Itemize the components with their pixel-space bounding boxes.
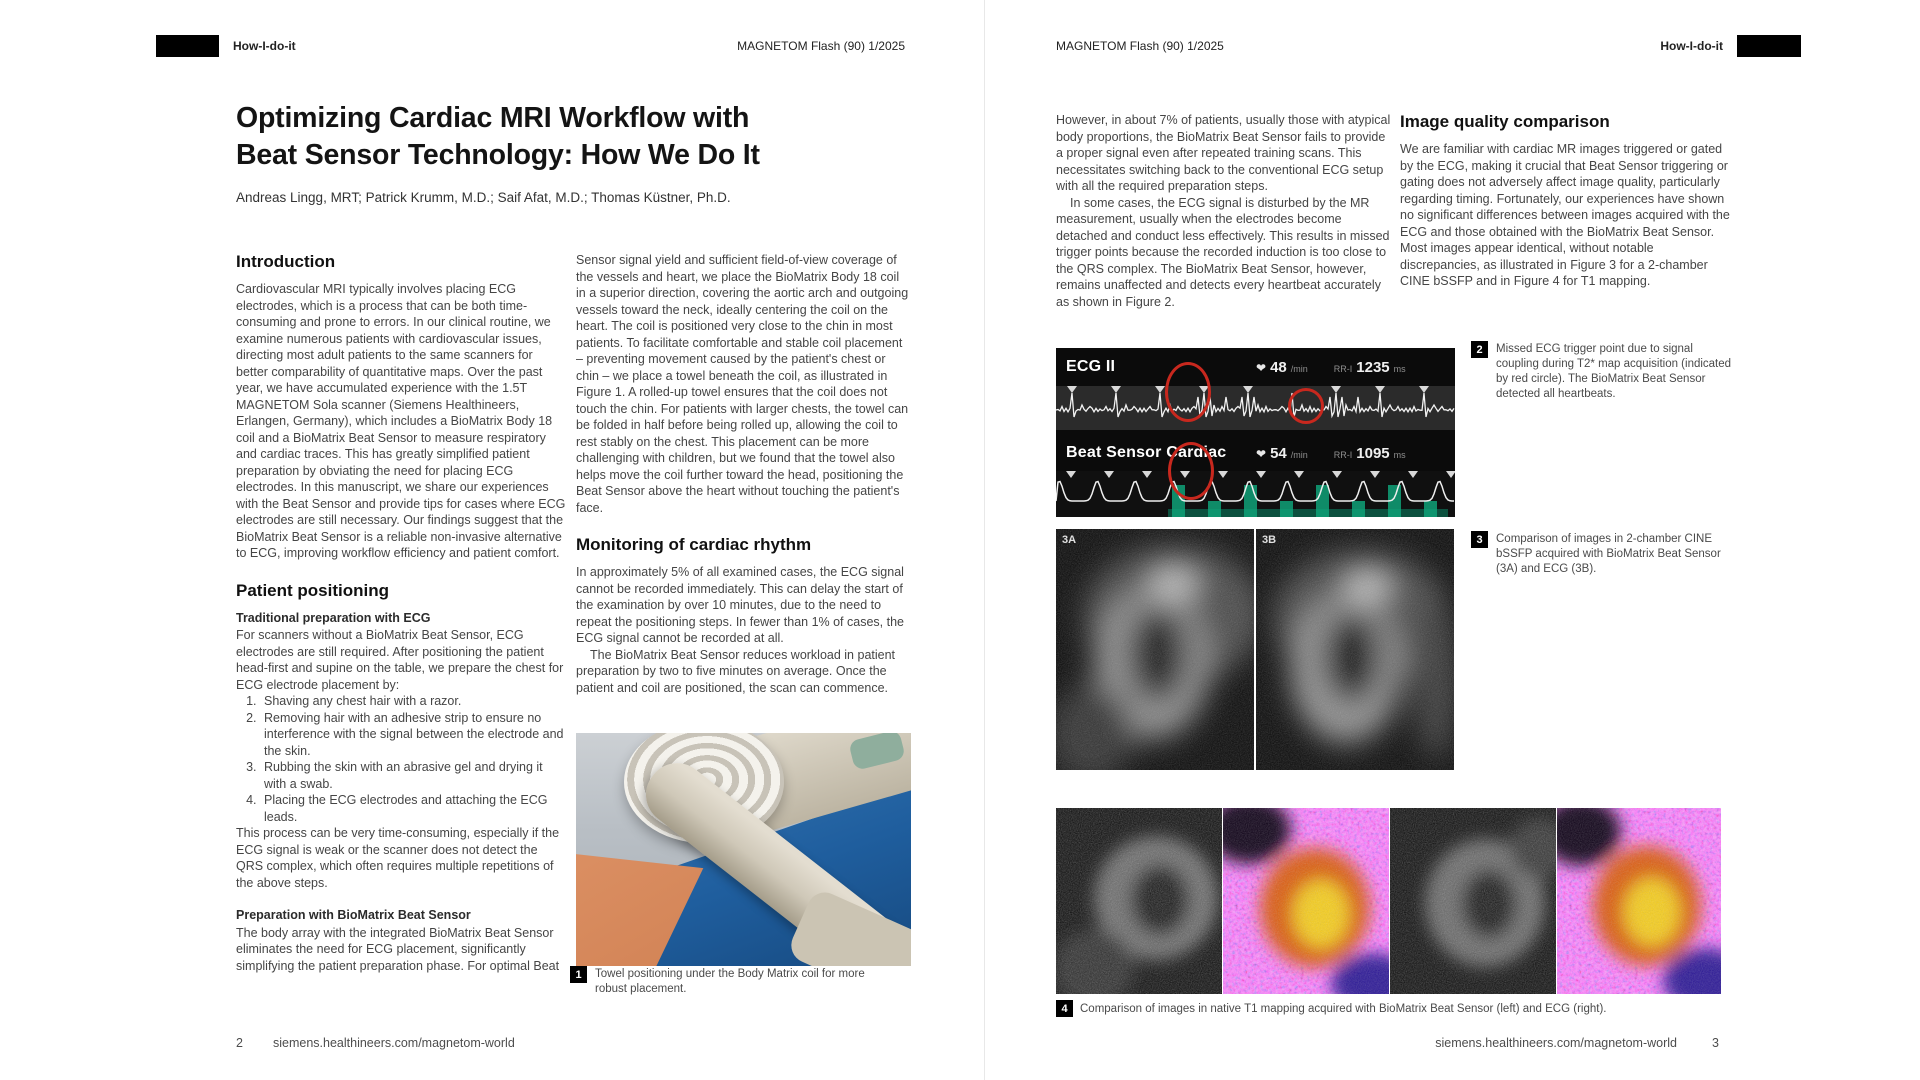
t1-gray-image-right <box>1390 808 1556 994</box>
footer-url-left: siemens.healthineers.com/magnetom-world <box>273 1036 515 1050</box>
right-paragraph-1: However, in about 7% of patients, usually those with atypical body proportions, the BioMatrix Beat Sensor fails to provide a proper signal even after repeated training scans. This necessitates switching back to the conventional ECG setup with all the required preparation steps. <box>1056 113 1391 193</box>
section-tag-box-left <box>156 35 219 57</box>
step-item: 1. Shaving any chest hair with a razor. <box>260 693 568 710</box>
step-item: 4. Placing the ECG electrodes and attaching the ECG leads. <box>260 792 568 825</box>
ecg-bpm-value: 48 <box>1270 358 1287 376</box>
step-item: 3. Rubbing the skin with an abrasive gel and drying it with a swab. <box>260 759 568 792</box>
ecg-stats <box>1256 359 1406 376</box>
section-label-right: How-I-do-it <box>1660 39 1723 53</box>
journal-label-right: MAGNETOM Flash (90) 1/2025 <box>1056 39 1224 53</box>
right-paragraph-2: In some cases, the ECG signal is disturbed by the MR measurement, usually when the electrodes become detached and conduct less effectively. This results in missed trigger points because the recorded induction is too close to the QRS complex. The BioMatrix Beat Sensor, however, remains unaffected and detects every heartbeat accurately as shown in Figure 2. <box>1056 195 1390 309</box>
figure2-ecg-monitor <box>1056 348 1455 512</box>
positioning-paragraph-3: The body array with the integrated BioMatrix Beat Sensor eliminates the need for ECG placement, significantly simplifying the patient preparation phase. For optimal Beat <box>236 925 560 973</box>
article-title <box>236 100 760 174</box>
intro-paragraph: Cardiovascular MRI typically involves placing ECG electrodes, which is a process that can be both time-consuming and prone to errors. In our clinical routine, we examine numerous patients with cardiovascular issues, directing most adult patients to the same scanners for better comparability of quantitative maps. Over the past year, we have accumulated experience with the 1.5T MAGNETOM Sola scanner (Siemens Healthineers, Erlangen, Germany), which includes a BioMatrix Body 18 coil and a BioMatrix Beat Sensor to measure respiratory and cardiac traces. This has greatly simplified patient preparation by obviating the need for placing ECG electrodes. In this manuscript, we share our experiences with the Beat Sensor and provide tips for cases where ECG electrodes are still necessary. Our findings suggest that the BioMatrix Beat Sensor is a reliable non-invasive alternative to ECG, improving workflow efficiency and patient comfort. <box>236 282 566 560</box>
title-line-1: Optimizing Cardiac MRI Workflow with <box>236 102 750 134</box>
positioning-paragraph-1: For scanners without a BioMatrix Beat Sensor, ECG electrodes are still required. After positioning the patient head-first and supine on the table, we prepare the chest for ECG electrode placement by: <box>236 628 564 692</box>
beat-bpm-unit: /min <box>1290 449 1308 460</box>
ecg-bpm-unit: /min <box>1290 363 1308 374</box>
author-byline: Andreas Lingg, MRT; Patrick Krumm, M.D.; Saif Afat, M.D.; Thomas Küstner, Ph.D. <box>236 190 731 205</box>
beat-header-row <box>1056 435 1455 471</box>
ecg-rr-label: RR-I <box>1333 363 1353 374</box>
positioning-paragraph-2: This process can be very time-consuming, especially if the ECG signal is weak or the scanner does not detect the QRS complex, which often requires multiple repetitions of the above steps. <box>236 826 560 890</box>
right-page-column-1 <box>1056 112 1394 310</box>
ecg-lead-label: ECG II <box>1066 358 1116 375</box>
subheading-traditional-ecg: Traditional preparation with ECG <box>236 610 431 625</box>
figure1-photo <box>576 733 911 966</box>
heart-rate-icon: ❤ <box>1256 446 1267 461</box>
heading-introduction: Introduction <box>236 252 336 271</box>
beat-rr-value: 1095 <box>1356 444 1390 462</box>
mri-image-3b <box>1256 529 1454 770</box>
figure2-caption: Missed ECG trigger point due to signal coupling during T2* map acquisition (indicated by red circle). The BioMatrix Beat Sensor detected all heartbeats. <box>1496 343 1732 400</box>
figure3b-label: 3B <box>1262 534 1277 546</box>
beat-stats <box>1256 445 1406 462</box>
ecg-rr-value: 1235 <box>1356 358 1390 376</box>
section-tag-box-right <box>1737 35 1801 57</box>
t1-gray-image-left <box>1056 808 1222 994</box>
heading-monitoring: Monitoring of cardiac rhythm <box>576 535 812 554</box>
ecg-rr-unit: ms <box>1393 363 1406 374</box>
image-quality-paragraph: We are familiar with cardiac MR images triggered or gated by the ECG, making it crucial that Beat Sensor triggering or gating does not adversely affect image quality, particularly regarding timing. Fortunately, our experiences have shown no significant differences between images acquired with the ECG and those obtained with the BioMatrix Beat Sensor. Most images appear identical, without notable discrepancies, as illustrated in Figure 3 for a 2-chamber CINE bSSFP and in Figure 4 for T1 mapping. <box>1400 142 1730 288</box>
continuation-paragraph: Sensor signal yield and sufficient field-of-view coverage of the vessels and heart, we place the BioMatrix Body 18 coil in a superior direction, covering the aortic arch and outgoing vessels toward the neck, ideally centering the coil on the heart. The coil is positioned very close to the chin in most patients. To facilitate comfortable and stable coil placement – preventing movement caused by the patient's chest or chin – we place a towel beneath the coil, as illustrated in Figure 1. A rolled-up towel ensures that the coil does not touch the chin. For patients with larger chests, the towel can be folded in half before being rolled up, allowing the coil to rest stably on the chest. This placement can be more challenging with children, but we found that the towel also helps move the coil further toward the head, positioning the Beat Sensor above the heart without touching the patient's face. <box>576 253 909 515</box>
monitoring-paragraph-2: The BioMatrix Beat Sensor reduces workload in patient preparation by two to five minutes on average. Once the patient and coil are positioned, the scan can commence. <box>576 647 896 695</box>
beat-trigger-circle <box>1168 442 1214 500</box>
t1-colormap-left <box>1223 808 1389 994</box>
left-page-column-2 <box>576 252 911 696</box>
missed-trigger-circle-1 <box>1165 362 1211 422</box>
figure2-number-box: 2 <box>1471 341 1488 358</box>
footer-url-right: siemens.healthineers.com/magnetom-world <box>1435 1036 1677 1050</box>
beat-sensor-waveform-strip <box>1056 471 1455 517</box>
mri-image-3a <box>1056 529 1254 770</box>
figure4-caption: Comparison of images in native T1 mapping acquired with BioMatrix Beat Sensor (left) and ECG (right). <box>1080 1003 1607 1015</box>
beat-rr-unit: ms <box>1393 449 1406 460</box>
journal-label-left: MAGNETOM Flash (90) 1/2025 <box>737 39 905 53</box>
beat-rr-label: RR-I <box>1333 449 1353 460</box>
right-page-column-2 <box>1400 112 1733 290</box>
figure1-number-box: 1 <box>570 966 587 983</box>
figure3a-label: 3A <box>1062 534 1077 546</box>
beat-bpm-value: 54 <box>1270 444 1287 462</box>
beat-sensor-label: Beat Sensor Cardiac <box>1066 444 1227 461</box>
figure3-number-box: 3 <box>1471 531 1488 548</box>
ecg-header-row <box>1056 348 1455 386</box>
t1-colormap-right <box>1557 808 1721 994</box>
ecg-preparation-steps <box>236 693 568 825</box>
subheading-biomatrix-prep: Preparation with BioMatrix Beat Sensor <box>236 908 471 922</box>
left-page-column-1 <box>236 252 568 974</box>
page-divider <box>984 0 985 1080</box>
missed-trigger-circle-2 <box>1288 388 1324 424</box>
heart-rate-icon: ❤ <box>1256 360 1267 375</box>
step-item: 2. Removing hair with an adhesive strip to ensure no interference with the signal between the electrode and the skin. <box>260 710 568 760</box>
heading-patient-positioning: Patient positioning <box>236 580 389 600</box>
section-label-left: How-I-do-it <box>233 39 296 53</box>
figure3-caption: Comparison of images in 2-chamber CINE bSSFP acquired with BioMatrix Beat Sensor (3A) and ECG (3B). <box>1496 533 1721 575</box>
title-line-2: Beat Sensor Technology: How We Do It <box>236 139 760 171</box>
page-number-right: 3 <box>1712 1036 1719 1050</box>
ecg-waveform-strip <box>1056 386 1455 430</box>
heading-image-quality: Image quality comparison <box>1400 112 1610 131</box>
figure1-caption: Towel positioning under the Body Matrix coil for more robust placement. <box>595 968 865 995</box>
monitoring-paragraph-1: In approximately 5% of all examined cases, the ECG signal cannot be recorded immediately. This can delay the start of the examination by over 10 minutes, due to the need to repeat the positioning steps. In fewer than 1% of cases, the ECG signal cannot be recorded at all. <box>576 565 904 645</box>
page-number-left: 2 <box>236 1036 243 1050</box>
figure4-number-box: 4 <box>1056 1000 1073 1017</box>
